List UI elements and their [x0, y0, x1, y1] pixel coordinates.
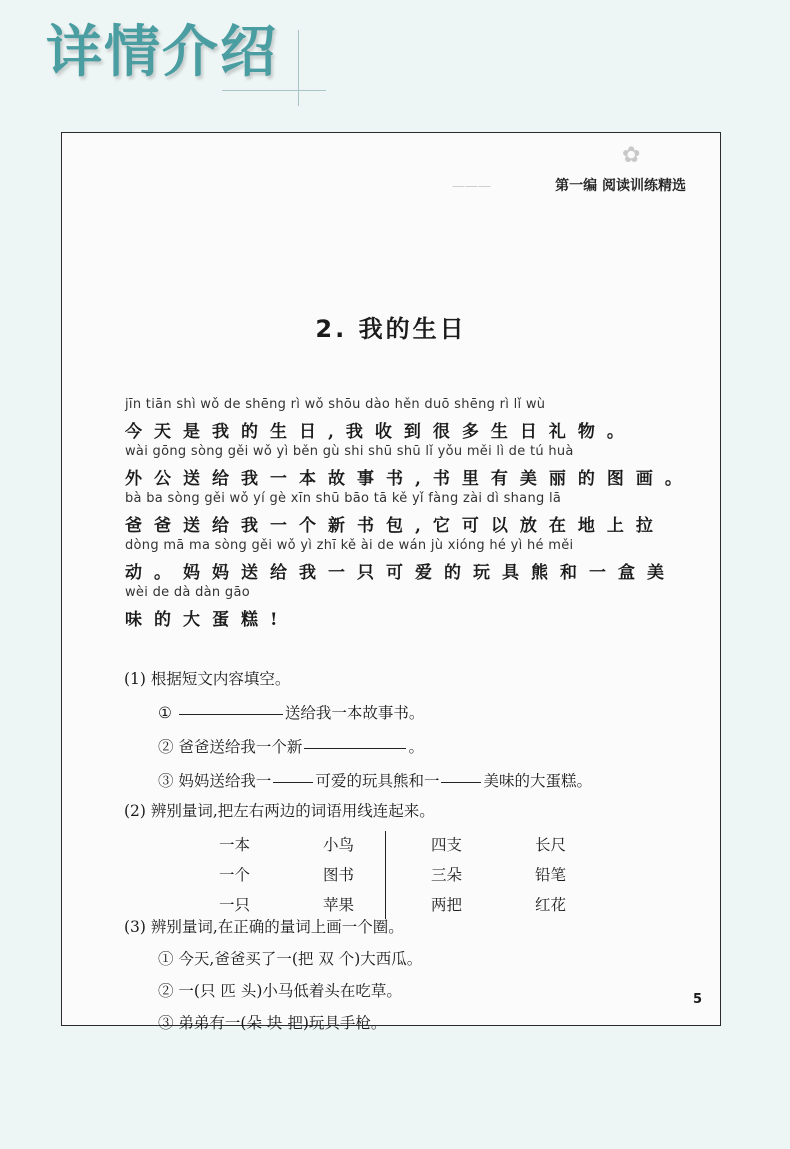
noun-word[interactable]: 红花	[535, 896, 567, 914]
pinyin-line: bà ba sòng gěi wǒ yí gè xīn shū bāo tā kě yǐ fàng zài dì shang lā	[125, 491, 562, 506]
header-title: 详情介绍	[46, 20, 278, 85]
item-number: ①	[158, 704, 172, 722]
item-text: ② 爸爸送给我一个新	[158, 738, 303, 756]
noun-word[interactable]: 铅笔	[535, 866, 567, 884]
measure-word[interactable]: 四支	[431, 836, 463, 854]
pinyin-line: wèi de dà dàn gāo	[125, 585, 250, 600]
item-text: 。	[408, 738, 424, 756]
decorative-line	[298, 30, 299, 106]
item-text: ③ 妈妈送给我一	[158, 772, 272, 790]
question-1-item-2	[158, 735, 424, 757]
lesson-title: 2. 我的生日	[315, 315, 467, 343]
question-1-item-3	[158, 769, 592, 791]
question-3-item: ③ 弟弟有一(朵 块 把)玩具手枪。	[158, 1014, 387, 1032]
measure-word[interactable]: 一个	[219, 866, 251, 884]
column-divider	[385, 831, 386, 919]
measure-word[interactable]: 一本	[219, 836, 251, 854]
pinyin-line: jīn tiān shì wǒ de shēng rì wǒ shōu dào hěn duō shēng rì lǐ wù	[125, 397, 546, 412]
noun-word[interactable]: 苹果	[323, 896, 355, 914]
decorative-line	[222, 90, 326, 91]
measure-word[interactable]: 三朵	[431, 866, 463, 884]
question-2-prompt: (2) 辨别量词,把左右两边的词语用线连起来。	[124, 802, 435, 820]
item-text: 送给我一本故事书。	[284, 704, 425, 722]
pinyin-line: wài gōng sòng gěi wǒ yì běn gù shi shū shū lǐ yǒu měi lì de tú huà	[125, 444, 574, 459]
fill-in-blank[interactable]	[273, 781, 313, 783]
fill-in-blank[interactable]	[304, 747, 406, 749]
question-3-item: ① 今天,爸爸买了一(把 双 个)大西瓜。	[158, 950, 423, 968]
story-line: 味的大蛋糕!	[125, 610, 290, 630]
item-text: 美味的大蛋糕。	[483, 772, 592, 790]
story-line: 今天是我的生日,我收到很多生日礼物。	[125, 422, 636, 442]
question-1-item-1	[158, 701, 424, 723]
question-1-prompt: (1) 根据短文内容填空。	[124, 670, 291, 688]
story-line: 外公送给我一本故事书,书里有美丽的图画。	[125, 469, 694, 489]
measure-word[interactable]: 两把	[431, 896, 463, 914]
measure-word[interactable]: 一只	[219, 896, 251, 914]
matching-table	[219, 831, 619, 921]
story-text	[125, 397, 705, 632]
bleed-through-mark: ✿	[622, 143, 641, 168]
bleed-through-mark: ———	[452, 179, 491, 194]
fill-in-blank[interactable]	[179, 713, 283, 715]
scanned-page	[61, 132, 721, 1032]
fill-in-blank[interactable]	[441, 781, 481, 783]
story-line: 动。妈妈送给我一只可爱的玩具熊和一盒美	[125, 563, 676, 583]
question-3-item: ② 一(只 匹 头)小马低着头在吃草。	[158, 982, 402, 1000]
item-text: 可爱的玩具熊和一	[315, 772, 440, 790]
story-line: 爸爸送给我一个新书包,它可以放在地上拉	[125, 516, 665, 536]
pinyin-line: dòng mā ma sòng gěi wǒ yì zhī kě ài de wán jù xióng hé yì hé měi	[125, 538, 574, 553]
running-head: 第一编 阅读训练精选	[555, 178, 686, 194]
page-number: 5	[692, 992, 702, 1007]
noun-word[interactable]: 长尺	[535, 836, 567, 854]
noun-word[interactable]: 图书	[323, 866, 355, 884]
question-3-prompt: (3) 辨别量词,在正确的量词上画一个圈。	[124, 918, 404, 936]
noun-word[interactable]: 小鸟	[323, 836, 355, 854]
